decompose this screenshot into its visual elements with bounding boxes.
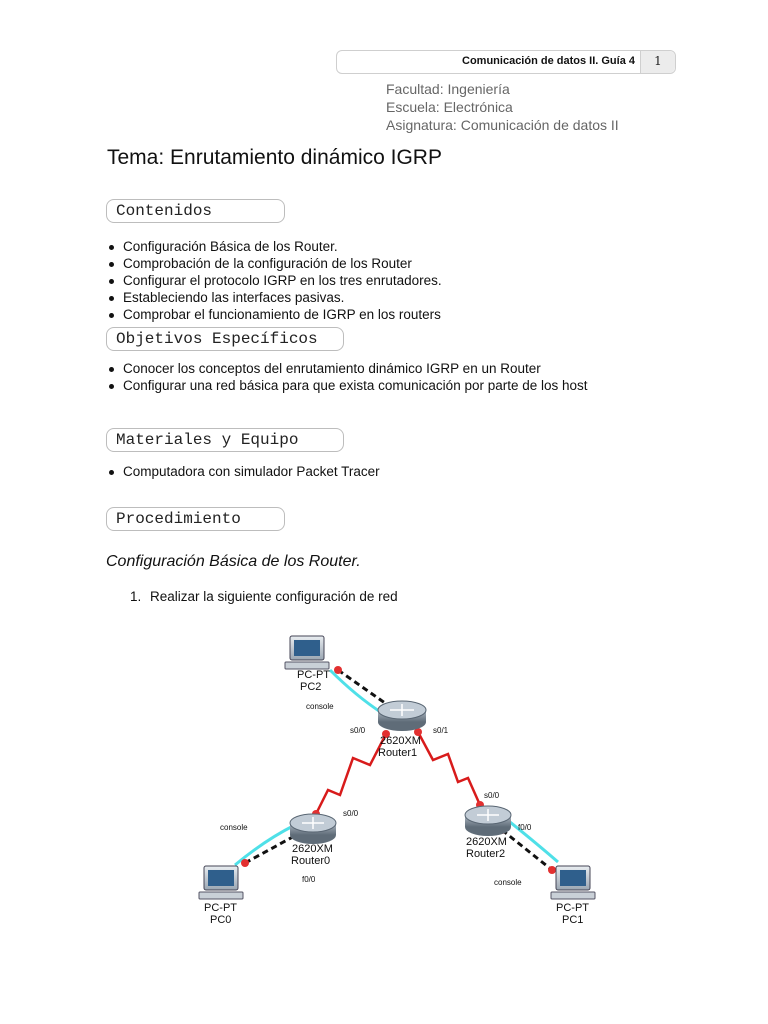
label-r2-f00: f0/0 xyxy=(518,823,532,832)
link-dot xyxy=(241,859,249,867)
pc1-type-label: PC-PT xyxy=(556,902,589,914)
router0-icon xyxy=(290,814,336,844)
page-header xyxy=(336,50,676,74)
section-procedimiento: Procedimiento xyxy=(106,507,285,531)
serial-link-router1-router2 xyxy=(418,732,480,805)
materiales-list xyxy=(106,463,380,480)
router2-name-label: Router2 xyxy=(466,848,506,860)
asignatura-line: Asignatura: Comunicación de datos II xyxy=(386,117,619,133)
step-text: Realizar la siguiente configuración de red xyxy=(150,589,398,604)
pc2-type-label: PC-PT xyxy=(297,669,330,681)
pc0-icon xyxy=(199,866,243,899)
link-dot xyxy=(548,866,556,874)
step-number: 1. xyxy=(130,589,142,604)
list-item: Comprobar el funcionamiento de IGRP en los routers xyxy=(106,306,442,323)
list-item: Configurar el protocolo IGRP en los tres enrutadores. xyxy=(106,272,442,289)
procedure-step xyxy=(130,589,398,604)
page-title: Tema: Enrutamiento dinámico IGRP xyxy=(107,146,442,169)
pc1-name-label: PC1 xyxy=(562,914,584,926)
network-diagram xyxy=(190,630,630,935)
pc2-name-label: PC2 xyxy=(300,681,322,693)
router2-icon xyxy=(465,806,511,836)
list-item: Computadora con simulador Packet Tracer xyxy=(106,463,380,480)
pc0-name-label: PC0 xyxy=(210,914,232,926)
list-item: Conocer los conceptos del enrutamiento dinámico IGRP en un Router xyxy=(106,360,588,377)
contenidos-list xyxy=(106,238,442,323)
section-objetivos: Objetivos Específicos xyxy=(106,327,344,351)
serial-link-router1-router0 xyxy=(316,734,386,814)
router1-name-label: Router1 xyxy=(378,747,418,759)
section-materiales: Materiales y Equipo xyxy=(106,428,344,452)
header-title: Comunicación de datos II. Guía 4 xyxy=(462,55,635,67)
router2-model-label: 2620XM xyxy=(466,836,507,848)
label-r1-s00: s0/0 xyxy=(350,726,366,735)
router0-model-label: 2620XM xyxy=(292,843,333,855)
list-item: Estableciendo las interfaces pasivas. xyxy=(106,289,442,306)
label-r0-s00: s0/0 xyxy=(343,809,359,818)
pc1-icon xyxy=(551,866,595,899)
objetivos-list xyxy=(106,360,588,394)
label-r2-s00: s0/0 xyxy=(484,791,500,800)
link-dot xyxy=(334,666,342,674)
facultad-line: Facultad: Ingeniería xyxy=(386,81,510,97)
label-console-pc2: console xyxy=(306,702,334,711)
list-item: Comprobación de la configuración de los Router xyxy=(106,255,442,272)
label-r0-f00: f0/0 xyxy=(302,875,316,884)
router1-icon xyxy=(378,701,426,731)
label-console-pc0: console xyxy=(220,823,248,832)
page-number: 1 xyxy=(640,51,675,73)
pc0-type-label: PC-PT xyxy=(204,902,237,914)
list-item: Configuración Básica de los Router. xyxy=(106,238,442,255)
label-console-pc1: console xyxy=(494,878,522,887)
procedure-subtitle: Configuración Básica de los Router. xyxy=(106,553,361,570)
router1-model-label: 2620XM xyxy=(380,735,421,747)
pc2-icon xyxy=(285,636,329,669)
escuela-line: Escuela: Electrónica xyxy=(386,99,513,115)
list-item: Configurar una red básica para que exista comunicación por parte de los host xyxy=(106,377,588,394)
label-r1-s01: s0/1 xyxy=(433,726,449,735)
section-contenidos: Contenidos xyxy=(106,199,285,223)
router0-name-label: Router0 xyxy=(291,855,331,867)
